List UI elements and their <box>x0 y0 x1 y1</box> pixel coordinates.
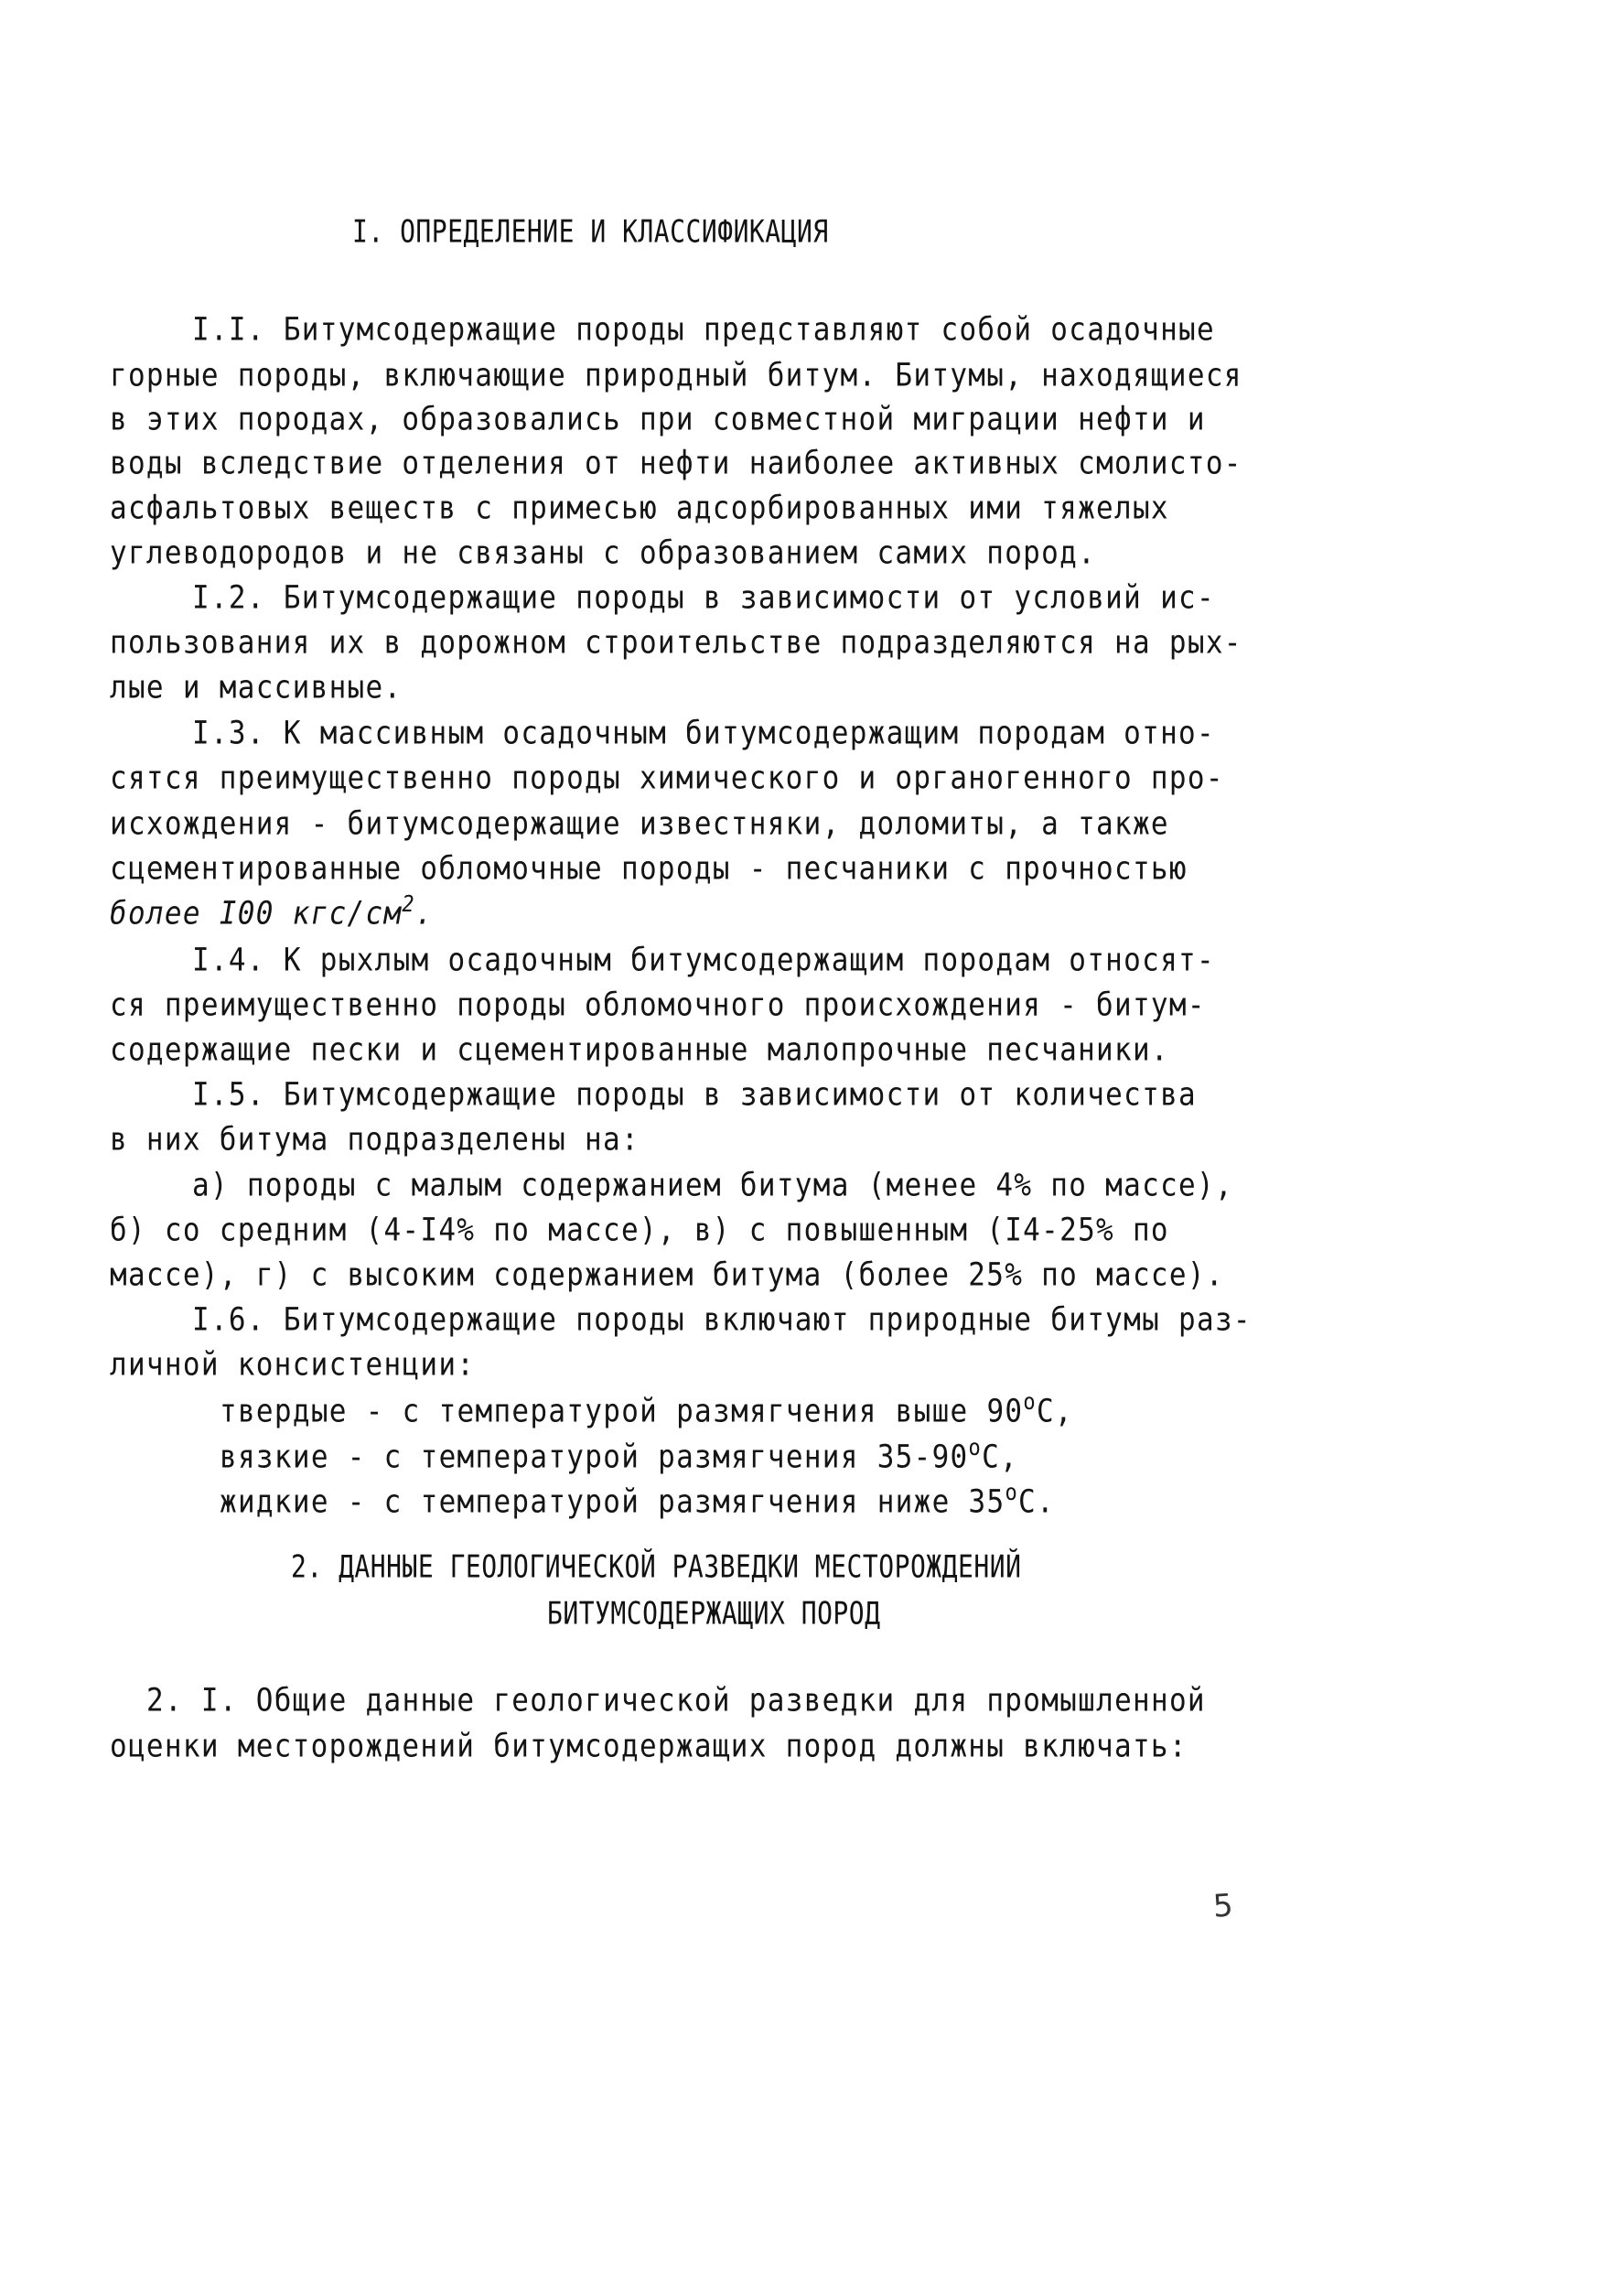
paragraph-line: углеводородов и не связаны с образованием самих пород. <box>110 534 1097 572</box>
paragraph-line: в этих породах, образовались при совместной миграции нефти и <box>110 401 1206 438</box>
paragraph-line: I.3. К массивным осадочным битумсодержащим породам отно- <box>192 715 1215 752</box>
paragraph-line: в них битума подразделены на: <box>110 1121 640 1159</box>
paragraph-line: горные породы, включающие природный битум. Битумы, находящиеся <box>110 357 1242 394</box>
paragraph-line <box>110 891 434 932</box>
page-number: 5 <box>1211 1887 1235 1925</box>
consistency-line <box>220 1435 1018 1476</box>
strength-text: более I00 кгс/см <box>110 895 403 932</box>
paragraph-line: лые и массивные. <box>110 669 403 706</box>
paragraph-line: асфальтовых веществ с примесью адсорбированных ими тяжелых <box>110 490 1169 527</box>
section-2-title-line-2: БИТУМСОДЕРЖАЩИХ ПОРОД <box>547 1595 881 1633</box>
paragraph-line: сцементированные обломочные породы - песчаники с прочностью <box>110 850 1188 888</box>
period: . <box>414 895 434 932</box>
paragraph-line: I.6. Битумсодержащие породы включают природные битумы раз- <box>192 1301 1252 1339</box>
liquid-bitumen-text: жидкие - с температурой размягчения ниже 35 <box>220 1483 1005 1521</box>
unit-c: C. <box>1017 1483 1055 1521</box>
paragraph-line: I.2. Битумсодержащие породы в зависимости от условий ис- <box>192 579 1215 617</box>
paragraph-line: б) со средним (4-I4% по массе), в) с повышенным (I4-25% по <box>110 1212 1169 1249</box>
paragraph-line: оценки месторождений битумсодержащих пород должны включать: <box>110 1728 1188 1765</box>
viscous-bitumen-text: вязкие - с температурой размягчения 35-90 <box>220 1439 969 1476</box>
superscript: 2 <box>402 891 415 918</box>
paragraph-line: сятся преимущественно породы химического и органогенного про- <box>110 760 1224 797</box>
paragraph-line: 2. I. Общие данные геологической разведки для промышленной <box>146 1682 1206 1719</box>
paragraph-line: массе), г) с высоким содержанием битума (более 25% по массе). <box>110 1256 1224 1294</box>
paragraph-line: воды вследствие отделения от нефти наиболее активных смолисто- <box>110 445 1242 482</box>
paragraph-line: ся преимущественно породы обломочного происхождения - битум- <box>110 986 1206 1024</box>
section-2-title-line-1: 2. ДАННЫЕ ГЕОЛОГИЧЕСКОЙ РАЗВЕДКИ МЕСТОРОЖДЕНИЙ <box>291 1548 1022 1586</box>
consistency-line <box>220 1480 1055 1521</box>
paragraph-line: а) породы с малым содержанием битума (менее 4% по массе), <box>192 1167 1233 1204</box>
hard-bitumen-text: твердые - с температурой размягчения выше 90 <box>220 1393 1024 1430</box>
paragraph-line: содержащие пески и сцементированные малопрочные песчаники. <box>110 1031 1169 1069</box>
paragraph-line: I.I. Битумсодержащие породы представляют собой осадочные <box>192 311 1215 349</box>
section-1-title: I. ОПРЕДЕЛЕНИЕ И КЛАССИФИКАЦИЯ <box>352 213 829 251</box>
degree-symbol: o <box>968 1435 983 1461</box>
paragraph-line: пользования их в дорожном строительстве подразделяются на рых- <box>110 624 1242 662</box>
paragraph-line: личной консистенции: <box>110 1346 476 1384</box>
paragraph-line: I.5. Битумсодержащие породы в зависимости от количества <box>192 1076 1197 1114</box>
unit-c: C, <box>1036 1393 1073 1430</box>
paragraph-line: исхождения - битумсодержащие известняки, доломиты, а также <box>110 805 1169 843</box>
unit-c: C, <box>982 1439 1018 1476</box>
consistency-line <box>220 1389 1073 1430</box>
degree-symbol: o <box>1023 1389 1037 1416</box>
paragraph-line: I.4. К рыхлым осадочным битумсодержащим породам относят- <box>192 942 1215 979</box>
degree-symbol: o <box>1005 1480 1018 1506</box>
